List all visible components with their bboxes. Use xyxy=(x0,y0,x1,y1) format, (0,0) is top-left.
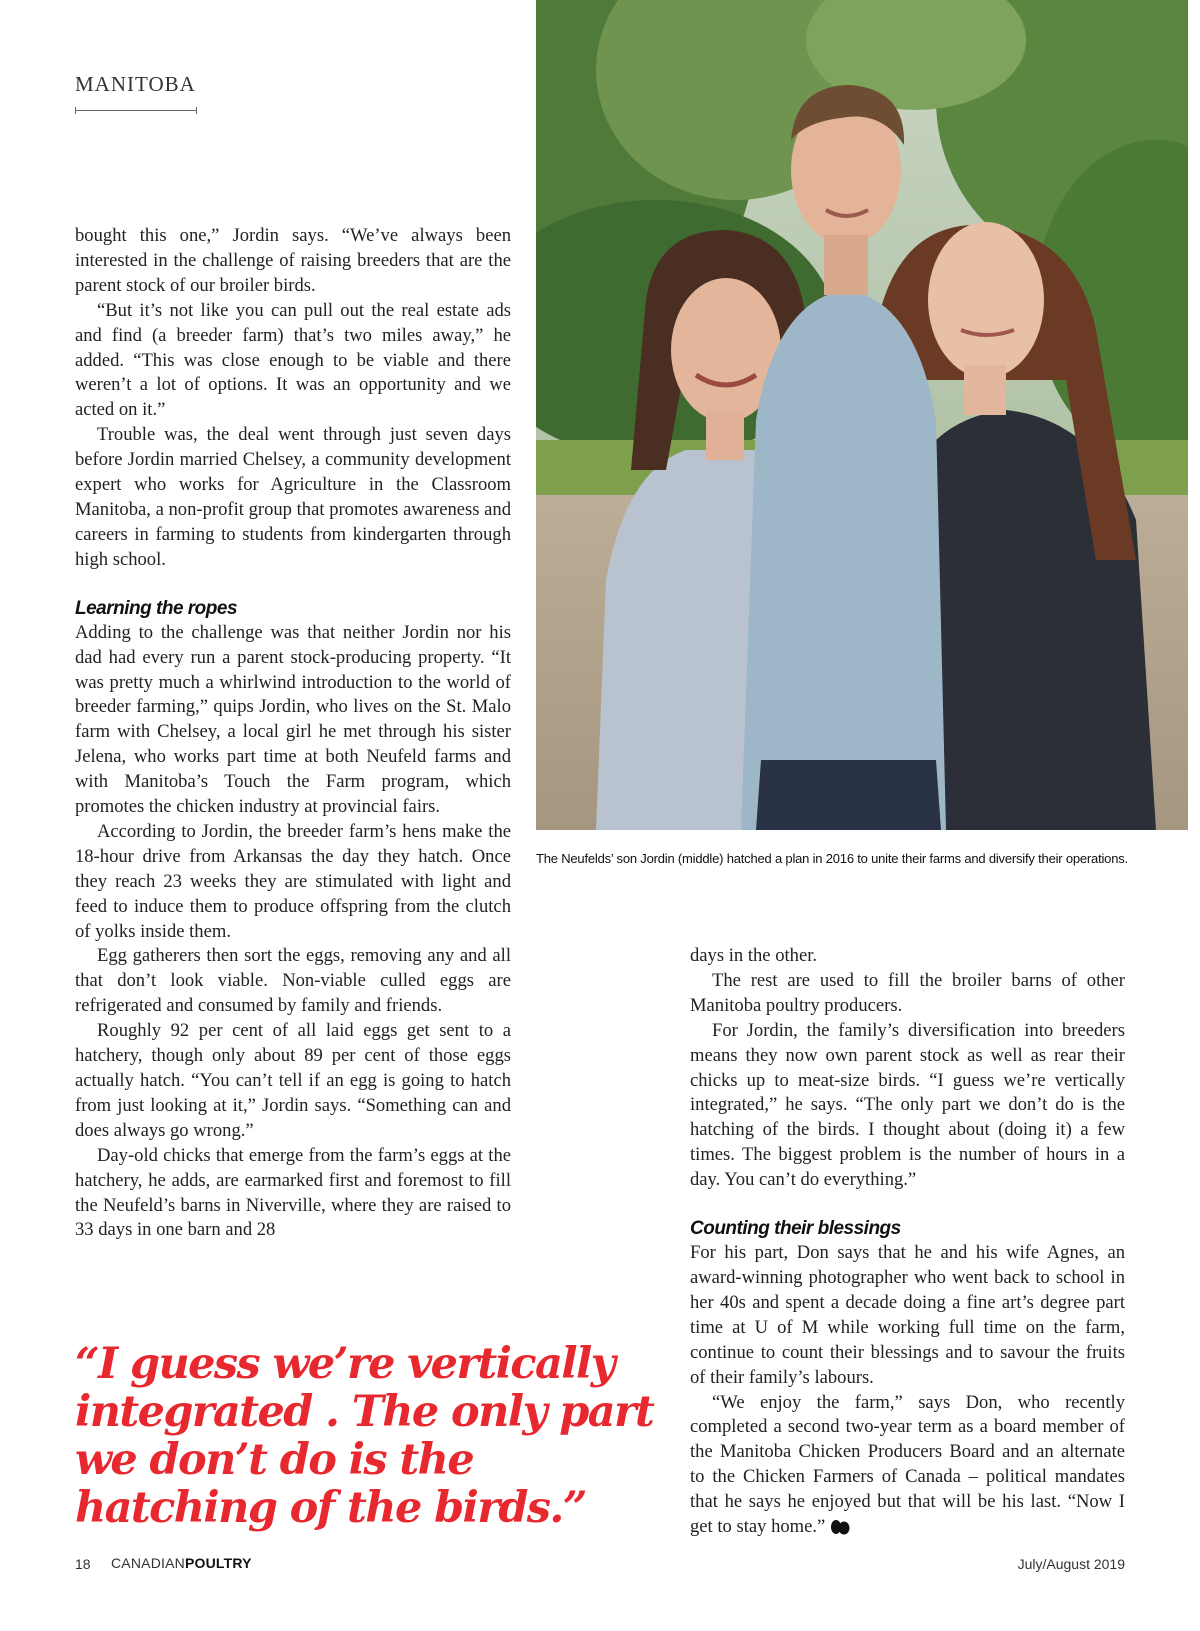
body-paragraph: For his part, Don says that he and his wife Agnes, an award-winning photographer who went back to school in her 40s and spent a decade doing a fine art’s degree part time at U of M while working full time on the farm, continue to count their blessings and to savour the fruits of their family’s labours. xyxy=(690,1242,1125,1388)
end-mark-icon xyxy=(830,1517,850,1535)
family-portrait-illustration xyxy=(536,0,1188,830)
body-paragraph: Trouble was, the deal went through just seven days before Jordin married Chelsey, a community development expert who works for Agriculture in the Classroom Manitoba, a non-profit group that promotes awareness and careers in farming to students from kindergarten through high school. xyxy=(75,424,511,570)
subhead-learning-the-ropes: Learning the ropes xyxy=(75,597,238,619)
body-paragraph: The rest are used to fill the broiler barns of other Manitoba poultry producers. xyxy=(690,969,1125,1016)
body-paragraph: bought this one,” Jordin says. “We’ve always been interested in the challenge of raising breeders that are the parent stock of our broiler birds. xyxy=(75,225,511,296)
section-rule xyxy=(75,110,197,111)
publication-name xyxy=(111,1555,252,1571)
body-paragraph: For Jordin, the family’s diversification into breeders means they now own parent stock as well as rear their chicks up to meat-size birds. “I guess we’re vertically integrated,” he says. “The only part we don’t do is the hatching of the birds. I thought about (doing it) a few times. The biggest problem is the number of hours in a day. You can’t do everything.” xyxy=(690,1019,1125,1191)
body-paragraph xyxy=(690,1391,1125,1540)
publication-name-bold: POULTRY xyxy=(184,1555,252,1571)
body-paragraph: According to Jordin, the breeder farm’s hens make the 18-hour drive from Arkansas the day they hatch. Once they reach 23 weeks they are stimulated with light and feed to induce them to produce offspring from the clutch of yolks inside them. xyxy=(75,820,511,942)
pull-quote: “I guess we’re vertically integrated . The only part we don’t do is the hatching of the birds.” xyxy=(75,1339,654,1533)
left-column xyxy=(75,224,511,1243)
section-label: MANITOBA xyxy=(75,72,196,96)
body-paragraph: Roughly 92 per cent of all laid eggs get sent to a hatchery, though only about 89 per cent of those eggs actually hatch. “You can’t tell if an egg is going to hatch from just looking at it,” Jordin says. “Something can and does always go wrong.” xyxy=(75,1020,511,1141)
photo-caption: The Neufelds’ son Jordin (middle) hatched a plan in 2016 to unite their farms and diversify their operations. xyxy=(536,851,1128,866)
right-column xyxy=(690,944,1125,1540)
body-paragraph: Egg gatherers then sort the eggs, removing any and all that don’t look viable. Non-viable culled eggs are refrigerated and consumed by family and friends. xyxy=(75,945,511,1017)
article-photo xyxy=(536,0,1188,830)
body-paragraph: days in the other. xyxy=(690,945,818,966)
body-paragraph: Adding to the challenge was that neither Jordin nor his dad had every run a parent stock-producing property. “It was pretty much a whirlwind introduction to the world of breeder farming,” quips Jordin, who lives on the St. Malo farm with Chelsey, a local girl he met through his sister Jelena, who works part time at both Neufeld farms and with Manitoba’s Touch the Farm program, which promotes the chicken industry at provincial fairs. xyxy=(75,621,511,818)
body-paragraph: “But it’s not like you can pull out the real estate ads and find (a breeder farm) that’s two miles away,” he added. “This was close enough to be viable and there weren’t a lot of options. It was an opportunity and we acted on it.” xyxy=(75,299,511,421)
publication-name-light: CANADIAN xyxy=(111,1555,185,1571)
subhead-counting-their-blessings: Counting their blessings xyxy=(690,1218,901,1240)
issue-date: July/August 2019 xyxy=(1017,1556,1125,1572)
page-number: 18 xyxy=(75,1556,91,1572)
body-paragraph: Day-old chicks that emerge from the farm’s eggs at the hatchery, he adds, are earmarked first and foremost to fill the Neufeld’s barns in Niverville, where they are raised to 33 days in one barn and 28 xyxy=(75,1144,511,1241)
closing-paragraph-text: “We enjoy the farm,” says Don, who recently completed a second two-year term as a board member of the Manitoba Chicken Producers Board and an alternate to the Chicken Farmers of Canada – political mandates that he says he enjoyed but that will be his last. “Now I get to stay home.” xyxy=(690,1391,1125,1538)
